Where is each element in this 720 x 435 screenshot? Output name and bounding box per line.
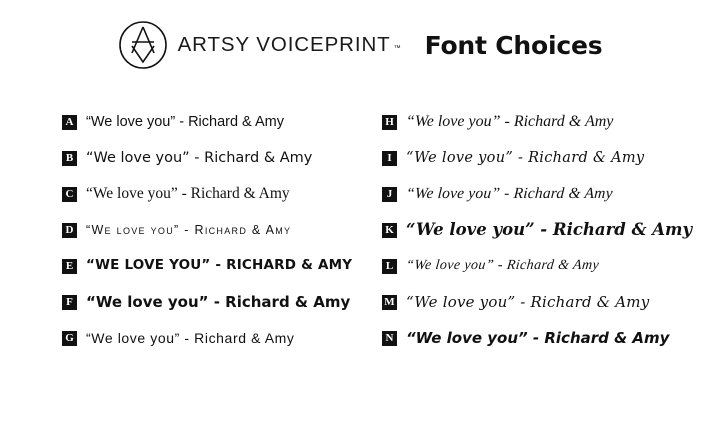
option-badge: J — [382, 187, 397, 202]
list-item[interactable] — [382, 104, 720, 140]
font-sample: “We love you” - Richard & Amy — [86, 149, 313, 166]
font-column-right — [360, 104, 720, 356]
font-sample: “We love you” - Richard & Amy — [86, 222, 292, 237]
trademark-symbol: ™ — [393, 45, 401, 52]
list-item[interactable] — [62, 212, 360, 248]
option-badge: N — [382, 331, 397, 346]
option-badge: L — [382, 259, 397, 274]
font-sample: “We love you” - Richard & Amy — [405, 258, 600, 273]
font-sample: “WE LOVE YOU” - RICHARD & AMY — [86, 257, 353, 274]
option-badge: M — [382, 295, 397, 310]
font-sample: “We love you” - Richard & Amy — [406, 292, 650, 311]
font-sample: “We love you” - Richard & Amy — [406, 149, 645, 166]
list-item[interactable] — [382, 212, 720, 248]
font-column-left — [0, 104, 360, 356]
option-badge: K — [382, 223, 397, 238]
font-sample: “We love you” - Richard & Amy — [406, 328, 670, 347]
font-sample: “We love you” - Richard & Amy — [406, 219, 693, 239]
list-item[interactable] — [382, 284, 720, 320]
font-sample: “We love you” - Richard & Amy — [406, 113, 614, 130]
font-sample: “We love you” - Richard & Amy — [86, 292, 351, 311]
option-badge: C — [62, 187, 77, 202]
option-badge: I — [382, 151, 397, 166]
artsy-voiceprint-logo-icon — [118, 20, 168, 70]
list-item[interactable] — [62, 248, 360, 284]
font-sample: “We love you” - Richard & Amy — [405, 185, 614, 203]
option-badge: D — [62, 223, 77, 238]
list-item[interactable] — [382, 140, 720, 176]
list-item[interactable] — [382, 320, 720, 356]
list-item[interactable] — [382, 176, 720, 212]
option-badge: A — [62, 115, 77, 130]
brand-name: ARTSY VOICEPRINT — [177, 33, 391, 56]
list-item[interactable] — [62, 320, 360, 356]
option-badge: B — [62, 151, 77, 166]
font-choices-list — [0, 62, 720, 356]
list-item[interactable] — [62, 176, 360, 212]
list-item[interactable] — [62, 284, 360, 320]
option-badge: F — [62, 295, 77, 310]
font-sample: “We love you” - Richard & Amy — [86, 113, 284, 130]
brand-lockup — [178, 33, 401, 57]
page-title: Font Choices — [424, 30, 603, 60]
list-item[interactable] — [382, 248, 720, 284]
font-sample: “We love you” - Richard & Amy — [86, 185, 290, 203]
font-sample: “We love you” - Richard & Amy — [86, 330, 295, 346]
option-badge: H — [382, 115, 397, 130]
list-item[interactable] — [62, 104, 360, 140]
list-item[interactable] — [62, 140, 360, 176]
page-header — [0, 0, 720, 62]
option-badge: G — [62, 331, 77, 346]
option-badge: E — [62, 259, 77, 274]
